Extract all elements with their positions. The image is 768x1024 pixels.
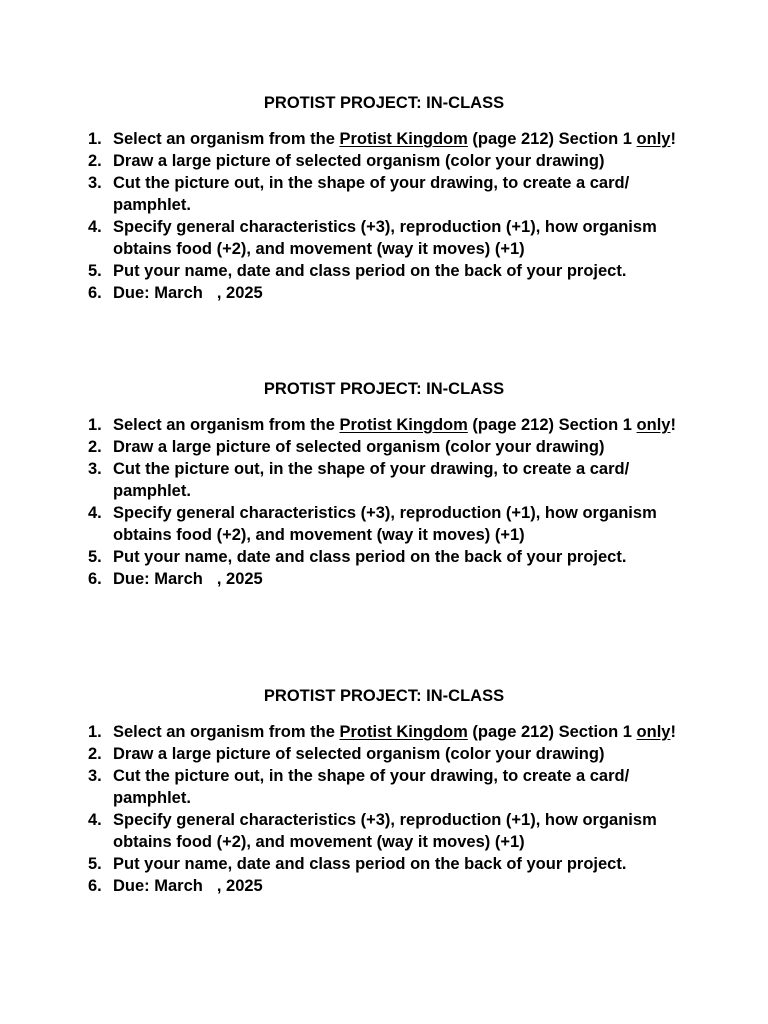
item-number: 6. [88,877,102,895]
due-date-label: Due: March [113,877,203,895]
protist-kingdom-link: Protist Kingdom [339,416,468,434]
instructions-list [88,721,688,897]
due-date-year: , 2025 [216,877,263,895]
item-number: 4. [88,811,102,829]
item-text: Put your name, date and class period on the back of your project. [113,262,627,280]
item-number: 2. [88,152,102,170]
instruction-item-4 [88,216,688,260]
item-number: 5. [88,855,102,873]
item-number: 1. [88,723,102,741]
item-text: ! [670,416,676,434]
item-text: Draw a large picture of selected organism (color your drawing) [113,152,605,170]
item-number: 4. [88,504,102,522]
only-emphasis: only [636,130,671,148]
item-text: Specify general characteristics (+3), reproduction (+1), how organism obtains food (+2), and movement (way it moves) (+1) [113,811,657,851]
instruction-item-4 [88,502,688,546]
item-text: Cut the picture out, in the shape of your drawing, to create a card/ pamphlet. [113,460,630,500]
only-emphasis: only [636,416,671,434]
item-text: (page 212) Section 1 [467,130,637,148]
item-text: Select an organism from the [113,723,340,741]
due-date-year: , 2025 [216,570,263,588]
item-number: 6. [88,570,102,588]
item-text: Specify general characteristics (+3), reproduction (+1), how organism obtains food (+2), and movement (way it moves) (+1) [113,218,657,258]
item-text: ! [670,723,676,741]
instruction-item-2 [88,436,688,458]
protist-kingdom-link: Protist Kingdom [339,130,468,148]
instruction-item-6 [88,282,688,304]
due-date-label: Due: March [113,570,203,588]
due-date-year: , 2025 [216,284,263,302]
item-number: 5. [88,262,102,280]
item-text: Specify general characteristics (+3), reproduction (+1), how organism obtains food (+2), and movement (way it moves) (+1) [113,504,657,544]
protist-kingdom-link: Protist Kingdom [339,723,468,741]
item-text: Cut the picture out, in the shape of your drawing, to create a card/ pamphlet. [113,767,630,807]
instruction-item-6 [88,875,688,897]
instruction-item-3 [88,458,688,502]
instruction-item-2 [88,743,688,765]
item-text: Select an organism from the [113,130,340,148]
handout-title: PROTIST PROJECT: IN-CLASS [263,380,505,398]
due-date-label: Due: March [113,284,203,302]
handout-title: PROTIST PROJECT: IN-CLASS [263,94,505,112]
instruction-item-5 [88,546,688,568]
item-number: 1. [88,130,102,148]
item-number: 3. [88,460,102,478]
item-number: 2. [88,438,102,456]
instruction-item-6 [88,568,688,590]
item-number: 5. [88,548,102,566]
instruction-item-3 [88,765,688,809]
item-text: Draw a large picture of selected organism (color your drawing) [113,745,605,763]
instruction-item-3 [88,172,688,216]
instructions-list [88,414,688,590]
instruction-item-2 [88,150,688,172]
instruction-item-1 [88,128,688,150]
item-number: 3. [88,174,102,192]
item-text: ! [670,130,676,148]
instruction-item-4 [88,809,688,853]
item-text: Draw a large picture of selected organism (color your drawing) [113,438,605,456]
item-number: 1. [88,416,102,434]
item-number: 4. [88,218,102,236]
only-emphasis: only [636,723,671,741]
item-number: 6. [88,284,102,302]
item-text: Cut the picture out, in the shape of your drawing, to create a card/ pamphlet. [113,174,630,214]
instruction-item-5 [88,853,688,875]
item-number: 3. [88,767,102,785]
item-text: Put your name, date and class period on the back of your project. [113,548,627,566]
item-text: Select an organism from the [113,416,340,434]
instruction-item-1 [88,414,688,436]
instruction-item-5 [88,260,688,282]
handout-title: PROTIST PROJECT: IN-CLASS [263,687,505,705]
item-text: Put your name, date and class period on the back of your project. [113,855,627,873]
item-text: (page 212) Section 1 [467,723,637,741]
instructions-list [88,128,688,304]
item-number: 2. [88,745,102,763]
instruction-item-1 [88,721,688,743]
item-text: (page 212) Section 1 [467,416,637,434]
